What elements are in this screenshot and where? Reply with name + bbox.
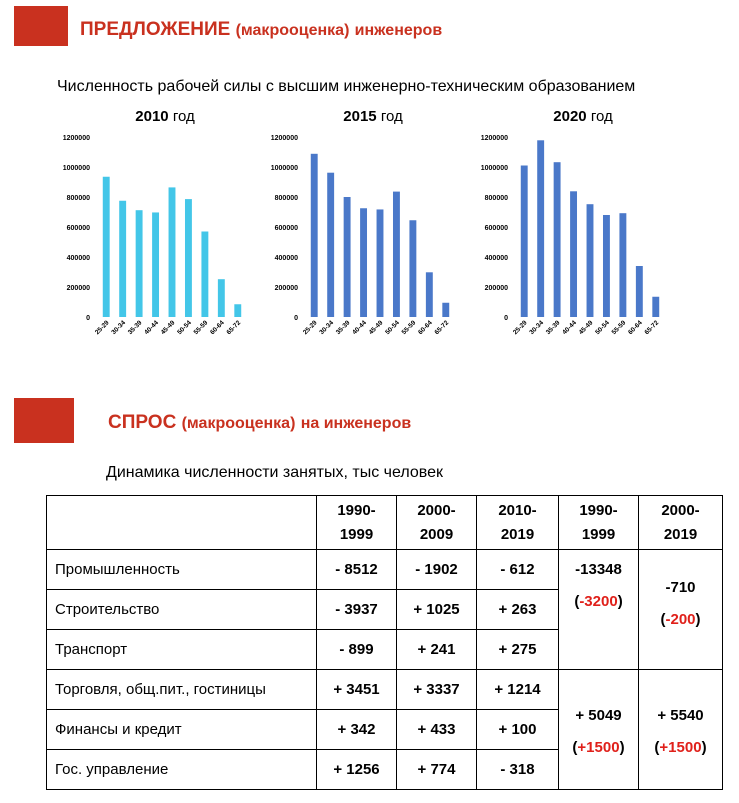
row-label: Строительство: [47, 590, 317, 630]
bar: [587, 204, 594, 317]
y-tick-label: 1200000: [62, 135, 90, 142]
employment-table: [46, 495, 723, 790]
y-tick-label: 200000: [484, 285, 508, 292]
supply-title-paren: (макрооценка): [235, 22, 350, 39]
bar: [409, 220, 416, 317]
x-tick-label: 60-64: [627, 319, 644, 337]
chart-2015-svg: [258, 105, 468, 355]
bar: [360, 208, 367, 317]
chart-2010-title-year: 2010: [135, 108, 169, 125]
chart-2015-title-word: год: [380, 108, 403, 125]
cell-value: - 899: [317, 630, 397, 670]
x-tick-label: 65-72: [433, 319, 451, 337]
y-tick-label: 200000: [274, 285, 298, 292]
cell-value: + 342: [317, 710, 397, 750]
y-tick-label: 1200000: [270, 135, 298, 142]
chart-2020-svg: [468, 105, 678, 355]
table-row: [47, 670, 723, 710]
group-engineer-estimate: -200: [665, 611, 696, 628]
bar: [344, 197, 351, 317]
supply-subtitle: Численность рабочей силы с высшим инженерно-техническим образованием: [57, 78, 636, 95]
header-period: 2000- 2019: [639, 496, 723, 550]
y-tick-label: 400000: [484, 255, 508, 262]
cell-value: + 3337: [397, 670, 477, 710]
bar: [201, 232, 208, 318]
x-tick-label: 55-59: [400, 319, 418, 337]
x-tick-label: 25-29: [301, 319, 319, 337]
chart-2015: [258, 105, 468, 355]
y-tick-label: 800000: [484, 195, 508, 202]
x-tick-label: 60-64: [209, 319, 226, 337]
cell-value: + 263: [477, 590, 559, 630]
y-tick-label: 800000: [66, 195, 90, 202]
y-tick-label: 800000: [274, 195, 298, 202]
row-label: Транспорт: [47, 630, 317, 670]
bar: [619, 213, 626, 317]
bar: [169, 187, 176, 317]
demand-title-tail: на инженеров: [300, 415, 412, 432]
x-tick-label: 60-64: [417, 319, 434, 337]
y-tick-label: 1000000: [270, 165, 298, 172]
group-total-cell: -710 (-200): [639, 550, 723, 670]
bar: [426, 272, 433, 317]
chart-2020-title-year: 2020: [553, 108, 587, 125]
group-total-cell: -13348 (-3200): [559, 550, 639, 670]
x-tick-label: 45-49: [577, 319, 595, 337]
group-total-value: -13348: [575, 561, 622, 578]
group-total-cell: + 5049 (+1500): [559, 670, 639, 790]
x-tick-label: 35-39: [334, 319, 352, 337]
x-tick-label: 50-54: [176, 319, 193, 337]
y-tick-label: 600000: [66, 225, 90, 232]
bar: [234, 304, 241, 317]
x-tick-label: 65-72: [643, 319, 661, 337]
supply-section-title: [80, 19, 442, 41]
header-empty-cell: [47, 496, 317, 550]
row-label: Гос. управление: [47, 750, 317, 790]
chart-2010-svg: [50, 105, 260, 355]
supply-section-marker: [14, 6, 68, 46]
bar: [636, 266, 643, 317]
x-tick-label: 35-39: [544, 319, 562, 337]
y-tick-label: 400000: [274, 255, 298, 262]
supply-title-tail: инженеров: [354, 22, 443, 39]
bar: [393, 192, 400, 317]
x-tick-label: 25-29: [511, 319, 529, 337]
bar: [311, 154, 318, 317]
group-total-value: + 5540: [657, 706, 704, 724]
bar: [603, 215, 610, 317]
y-tick-label: 0: [504, 315, 508, 322]
cell-value: + 275: [477, 630, 559, 670]
x-tick-label: 45-49: [159, 319, 177, 337]
demand-subtitle: Динамика численности занятых, тыс человек: [106, 464, 443, 481]
cell-value: + 1214: [477, 670, 559, 710]
x-tick-label: 35-39: [126, 319, 144, 337]
y-tick-label: 1000000: [62, 165, 90, 172]
bar: [185, 199, 192, 317]
demand-title-main: СПРОС: [108, 412, 177, 433]
bar: [570, 191, 577, 317]
supply-title-main: ПРЕДЛОЖЕНИЕ: [80, 19, 231, 40]
y-tick-label: 0: [86, 315, 90, 322]
bar: [119, 201, 126, 317]
x-tick-label: 40-44: [351, 319, 368, 337]
x-tick-label: 30-34: [528, 319, 546, 337]
cell-value: - 1902: [397, 550, 477, 590]
demand-section-title: [108, 412, 411, 434]
bar: [377, 209, 384, 317]
bar: [652, 297, 659, 317]
group-engineer-estimate: +1500: [577, 738, 620, 756]
group-total-cell: + 5540 (+1500): [639, 670, 723, 790]
cell-value: + 1256: [317, 750, 397, 790]
x-tick-label: 50-54: [384, 319, 401, 337]
bar: [521, 166, 528, 318]
header-period: 2010- 2019: [477, 496, 559, 550]
table-row: [47, 550, 723, 590]
group-engineer-estimate: -3200: [579, 593, 618, 610]
row-label: Торговля, общ.пит., гостиницы: [47, 670, 317, 710]
bar: [554, 162, 561, 317]
demand-section-marker: [14, 398, 74, 443]
header-period: 2000- 2009: [397, 496, 477, 550]
header-period: 1990- 1999: [559, 496, 639, 550]
x-tick-label: 45-49: [367, 319, 385, 337]
cell-value: + 1025: [397, 590, 477, 630]
group-total-value: + 5049: [575, 706, 622, 724]
row-label: Финансы и кредит: [47, 710, 317, 750]
group-total-value: -710: [665, 579, 696, 596]
cell-value: - 8512: [317, 550, 397, 590]
chart-2015-title-year: 2015: [343, 108, 377, 125]
bar: [537, 140, 544, 317]
bar: [136, 210, 143, 317]
cell-value: + 433: [397, 710, 477, 750]
y-tick-label: 1200000: [480, 135, 508, 142]
x-tick-label: 25-29: [93, 319, 111, 337]
chart-2010-title-word: год: [172, 108, 195, 125]
y-tick-label: 600000: [274, 225, 298, 232]
demand-title-paren: (макрооценка): [181, 415, 296, 432]
x-tick-label: 30-34: [110, 319, 128, 337]
bar: [327, 173, 334, 317]
chart-2010: [50, 105, 260, 355]
bar: [152, 212, 159, 317]
y-tick-label: 1000000: [480, 165, 508, 172]
chart-2020: [468, 105, 678, 355]
x-tick-label: 40-44: [143, 319, 160, 337]
bar: [103, 177, 110, 317]
header-period: 1990- 1999: [317, 496, 397, 550]
row-label: Промышленность: [47, 550, 317, 590]
x-tick-label: 40-44: [561, 319, 578, 337]
table-header-row: [47, 496, 723, 550]
cell-value: + 774: [397, 750, 477, 790]
x-tick-label: 55-59: [610, 319, 628, 337]
y-tick-label: 600000: [484, 225, 508, 232]
cell-value: - 318: [477, 750, 559, 790]
x-tick-label: 30-34: [318, 319, 336, 337]
cell-value: - 3937: [317, 590, 397, 630]
cell-value: + 100: [477, 710, 559, 750]
chart-2020-title-word: год: [590, 108, 613, 125]
cell-value: - 612: [477, 550, 559, 590]
cell-value: + 241: [397, 630, 477, 670]
y-tick-label: 400000: [66, 255, 90, 262]
cell-value: + 3451: [317, 670, 397, 710]
group-engineer-estimate: +1500: [659, 738, 702, 756]
x-tick-label: 50-54: [594, 319, 611, 337]
y-tick-label: 0: [294, 315, 298, 322]
y-tick-label: 200000: [66, 285, 90, 292]
bar: [218, 279, 225, 317]
bar: [442, 303, 449, 317]
x-tick-label: 65-72: [225, 319, 243, 337]
x-tick-label: 55-59: [192, 319, 210, 337]
